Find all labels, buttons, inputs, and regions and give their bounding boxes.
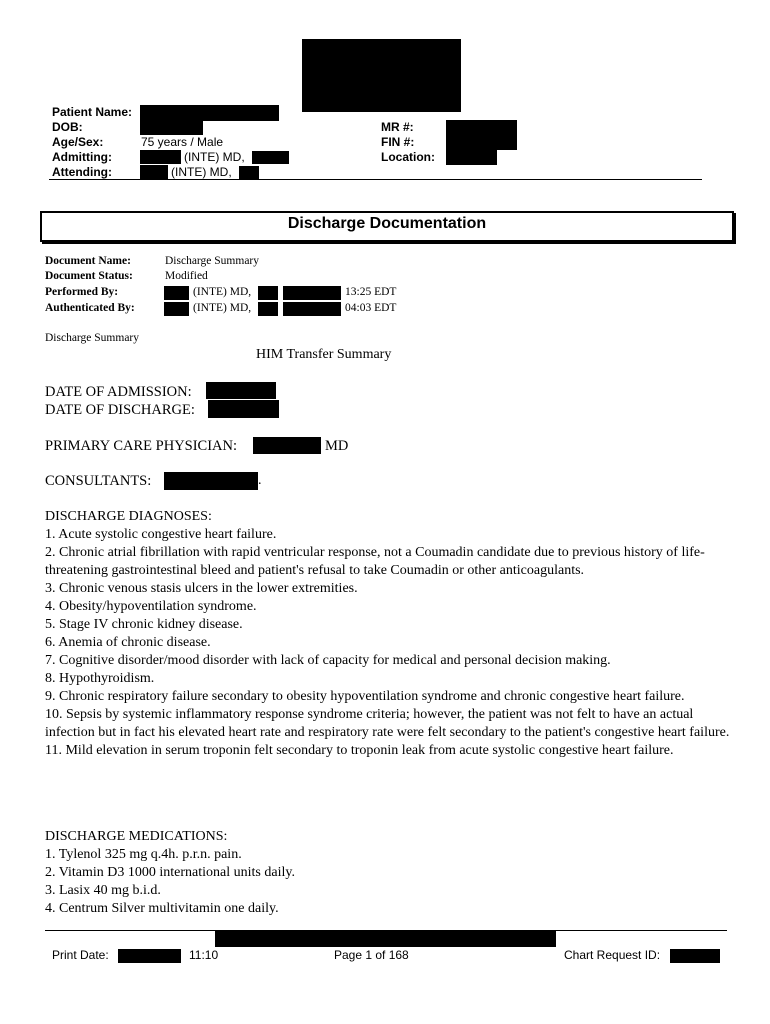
redacted-logo xyxy=(302,39,461,112)
performed-by-value: (INTE) MD, xyxy=(193,286,252,298)
diagnosis-item: 7. Cognitive disorder/mood disorder with lack of capacity for medical and personal decision making. xyxy=(45,653,611,668)
document-name-label: Document Name: xyxy=(45,255,131,267)
diagnosis-item: 3. Chronic venous stasis ulcers in the lower extremities. xyxy=(45,581,358,596)
print-time: 11:10 xyxy=(189,948,219,962)
redacted-performed-name xyxy=(164,286,189,300)
redacted-authenticated-name xyxy=(164,302,189,316)
fin-label: FIN #: xyxy=(381,135,415,149)
admission-date-label: DATE OF ADMISSION: xyxy=(45,384,192,400)
attending-value: (INTE) MD, xyxy=(171,165,232,179)
authenticated-time: 04:03 EDT xyxy=(345,302,397,314)
redacted-footer-banner xyxy=(215,931,556,947)
redacted-print-date xyxy=(118,949,181,963)
redacted-patient-name xyxy=(140,105,279,121)
authenticated-by-label: Authenticated By: xyxy=(45,302,135,314)
him-subtitle: HIM Transfer Summary xyxy=(256,347,392,362)
age-sex-value: 75 years / Male xyxy=(141,135,224,149)
redacted-performed-date xyxy=(283,286,341,300)
page-title: Discharge Documentation xyxy=(287,215,487,232)
document-name-value: Discharge Summary xyxy=(165,255,260,267)
age-sex-label: Age/Sex: xyxy=(52,135,104,149)
redacted-admitting-name xyxy=(140,150,181,164)
medication-item: 4. Centrum Silver multivitamin one daily. xyxy=(45,901,279,916)
redacted-attending-name xyxy=(140,165,168,179)
redacted-performed-extra xyxy=(258,286,278,300)
medications-section xyxy=(45,828,735,918)
redacted-discharge-date xyxy=(208,400,279,418)
redacted-attending-extra xyxy=(239,166,259,179)
redacted-chart-request-id xyxy=(670,949,720,963)
document-status-label: Document Status: xyxy=(45,270,133,282)
redacted-location xyxy=(446,150,497,165)
attending-label: Attending: xyxy=(52,165,112,179)
redacted-fin xyxy=(446,135,517,150)
authenticated-by-value: (INTE) MD, xyxy=(193,302,252,314)
diagnosis-item: 4. Obesity/hypoventilation syndrome. xyxy=(45,599,257,614)
medications-heading: DISCHARGE MEDICATIONS: xyxy=(45,829,228,844)
location-label: Location: xyxy=(381,150,435,164)
diagnosis-item: 1. Acute systolic congestive heart failure. xyxy=(45,527,277,542)
diagnosis-item: 2. Chronic atrial fibrillation with rapid ventricular response, not a Coumadin candidate due to previous history of life-threatening gastrointestinal bleed and patient's refusal to take Coumadin or other anticoagulants. xyxy=(45,545,705,578)
redacted-mr xyxy=(446,120,517,135)
diagnosis-item: 11. Mild elevation in serum troponin felt secondary to troponin leak from acute systolic congestive heart failure. xyxy=(45,743,674,758)
dob-label: DOB: xyxy=(52,120,83,134)
redacted-pcp xyxy=(253,437,321,454)
mr-label: MR #: xyxy=(381,120,414,134)
admitting-value: (INTE) MD, xyxy=(184,150,245,164)
medication-item: 2. Vitamin D3 1000 international units daily. xyxy=(45,865,295,880)
page-info: Page 1 of 168 xyxy=(334,948,409,962)
medication-item: 3. Lasix 40 mg b.i.d. xyxy=(45,883,161,898)
pcp-label: PRIMARY CARE PHYSICIAN: xyxy=(45,438,238,454)
redacted-dob xyxy=(140,120,203,135)
discharge-date-label: DATE OF DISCHARGE: xyxy=(45,402,195,418)
header-divider xyxy=(49,179,702,180)
redacted-authenticated-date xyxy=(283,302,341,316)
patient-name-label: Patient Name: xyxy=(52,105,133,119)
diagnosis-item: 6. Anemia of chronic disease. xyxy=(45,635,211,650)
redacted-consultants xyxy=(164,472,258,490)
redacted-authenticated-extra xyxy=(258,302,278,316)
medication-item: 1. Tylenol 325 mg q.4h. p.r.n. pain. xyxy=(45,847,242,862)
consultants-suffix: . xyxy=(258,473,262,488)
diagnosis-item: 10. Sepsis by systemic inflammatory response syndrome criteria; however, the patient was not felt to have an actual infection but in fact his elevated heart rate and respiratory rate were felt secondary to the patient's congestive heart failure. xyxy=(45,707,730,740)
admitting-label: Admitting: xyxy=(52,150,112,164)
redacted-admission-date xyxy=(206,382,276,399)
consultants-label: CONSULTANTS: xyxy=(45,473,152,489)
performed-time: 13:25 EDT xyxy=(345,286,397,298)
performed-by-label: Performed By: xyxy=(45,286,119,298)
print-date-label: Print Date: xyxy=(52,948,109,962)
diagnosis-item: 8. Hypothyroidism. xyxy=(45,671,155,686)
chart-request-label: Chart Request ID: xyxy=(564,948,661,962)
redacted-admitting-extra xyxy=(252,151,289,164)
doc-type-label: Discharge Summary xyxy=(45,332,140,344)
pcp-suffix: MD xyxy=(325,438,349,454)
diagnosis-item: 9. Chronic respiratory failure secondary to obesity hypoventilation syndrome and chronic congestive heart failure. xyxy=(45,689,685,704)
diagnosis-item: 5. Stage IV chronic kidney disease. xyxy=(45,617,243,632)
diagnoses-section xyxy=(45,508,735,760)
diagnoses-heading: DISCHARGE DIAGNOSES: xyxy=(45,509,212,524)
document-status-value: Modified xyxy=(165,270,208,282)
